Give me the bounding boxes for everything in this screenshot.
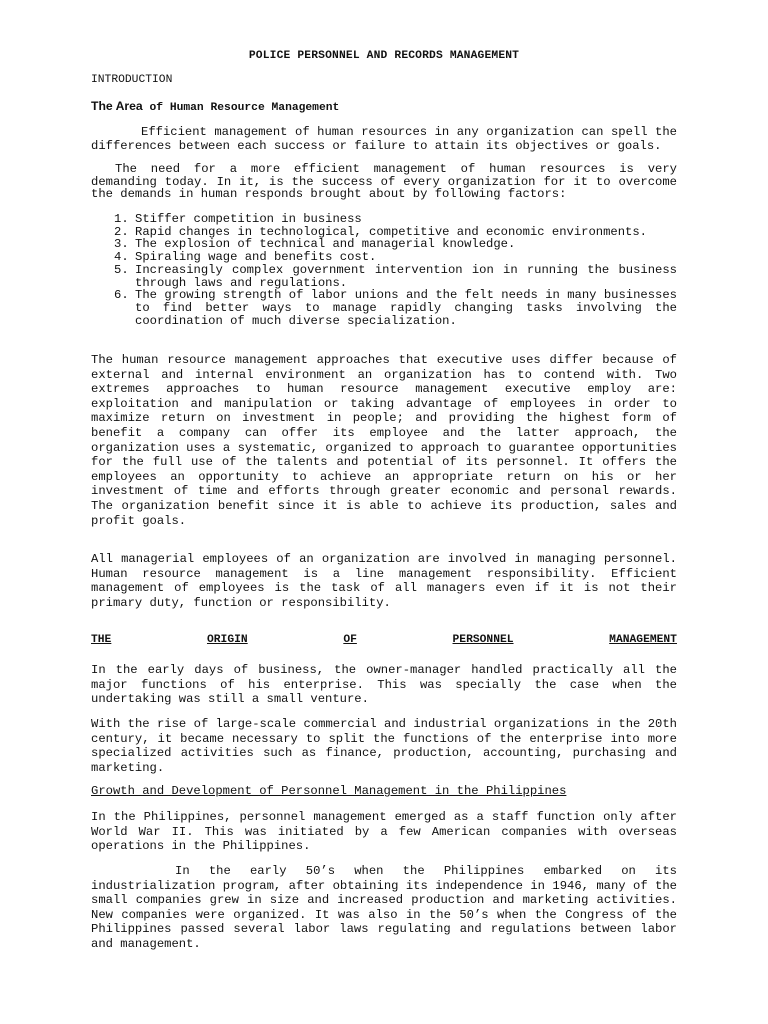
document-title: POLICE PERSONNEL AND RECORDS MANAGEMENT xyxy=(248,50,520,62)
origin-heading xyxy=(91,634,677,646)
paragraph-large-scale: With the rise of large-scale commercial and industrial organizations in the 20th century, it became necessary to split the functions of the enterprise into more specialized activities such as finance, production, accounting, purchasing and marketing. xyxy=(91,717,677,775)
area-heading-prefix: The Area xyxy=(91,99,143,113)
paragraph-managerial-employees: All managerial employees of an organization are involved in managing personnel. Human resource management is a line management responsibility. Efficient management of employees is the task of all managers even if it is not their primary duty, function or responsibility. xyxy=(91,552,677,610)
list-item-text: Stiffer competition in business xyxy=(135,212,362,226)
paragraph-hrm-approaches: The human resource management approaches that executive uses differ because of external and internal environment an organization has to contend with. Two extremes approaches to human resource management executive employ are: exploitation and manipulation or taking advantage of employees in order to maximize return on investment in people; and providing the highest form of benefit a company can offer its employee and the latter approach, the organization uses a systematic, organized to approach to guarantee opportunities for the full use of the talents and potential of its personnel. It offers the employees an opportunity to achieve an appropriate return on his or her investment of time and efforts through greater economic and personal rewards. The organization benefit since it is able to achieve its production, sales and profit goals. xyxy=(91,353,677,528)
origin-heading-word: MANAGEMENT xyxy=(609,634,677,646)
list-item-text: The growing strength of labor unions and the felt needs in many businesses to find better ways to manage rapidly changing tasks involving the coordination of much diverse specialization. xyxy=(135,288,677,328)
list-item-text: The explosion of technical and managerial knowledge. xyxy=(135,237,516,252)
list-item-number: 2. xyxy=(114,224,129,239)
area-heading xyxy=(91,99,339,114)
paragraph-efficient-management: Efficient management of human resources in any organization can spell the differences between each success or failure to attain its objectives or goals. xyxy=(91,125,677,154)
paragraph-need-for-management: The need for a more efficient management of human resources is very demanding today. In it, is the success of every organization for it to overcome the demands in human responds brought about by following factors: xyxy=(91,162,677,202)
list-item-text: Increasingly complex government intervention ion in running the business through laws and regulations. xyxy=(135,262,677,290)
list-item xyxy=(114,262,677,290)
factors-list xyxy=(91,213,677,327)
list-item-text: Rapid changes in technological, competitive and economic environments. xyxy=(135,224,647,239)
list-item-number: 3. xyxy=(114,237,129,252)
list-item-number: 4. xyxy=(114,250,129,265)
area-heading-rest: of Human Resource Management xyxy=(142,102,340,114)
paragraph-early-50s: In the early 50’s when the Philippines embarked on its industrialization program, after obtaining its independence in 1946, many of the small companies grew in size and increased production and marketing activities. New companies were organized. It was also in the 50’s when the Congress of the Philippines passed several labor laws regulating and regulations between labor and management. xyxy=(91,864,677,951)
origin-heading-word: THE xyxy=(91,634,112,646)
origin-heading-word: ORIGIN xyxy=(206,634,248,646)
list-item xyxy=(114,288,677,328)
growth-heading: Growth and Development of Personnel Management in the Philippines xyxy=(91,784,567,798)
list-item-number: 6. xyxy=(114,288,129,303)
paragraph-philippines-staff-function: In the Philippines, personnel management emerged as a staff function only after World War II. This was initiated by a few American companies with overseas operations in the Philippines. xyxy=(91,810,677,854)
list-item-text: Spiraling wage and benefits cost. xyxy=(135,250,377,265)
origin-heading-word: PERSONNEL xyxy=(452,634,514,646)
list-item-number: 5. xyxy=(114,262,129,277)
origin-heading-word: OF xyxy=(343,634,357,646)
introduction-label: INTRODUCTION xyxy=(91,74,173,86)
paragraph-early-days: In the early days of business, the owner-manager handled practically all the major functions of his enterprise. This was specially the case when the undertaking was still a small venture. xyxy=(91,663,677,707)
list-item-number: 1. xyxy=(114,212,129,226)
